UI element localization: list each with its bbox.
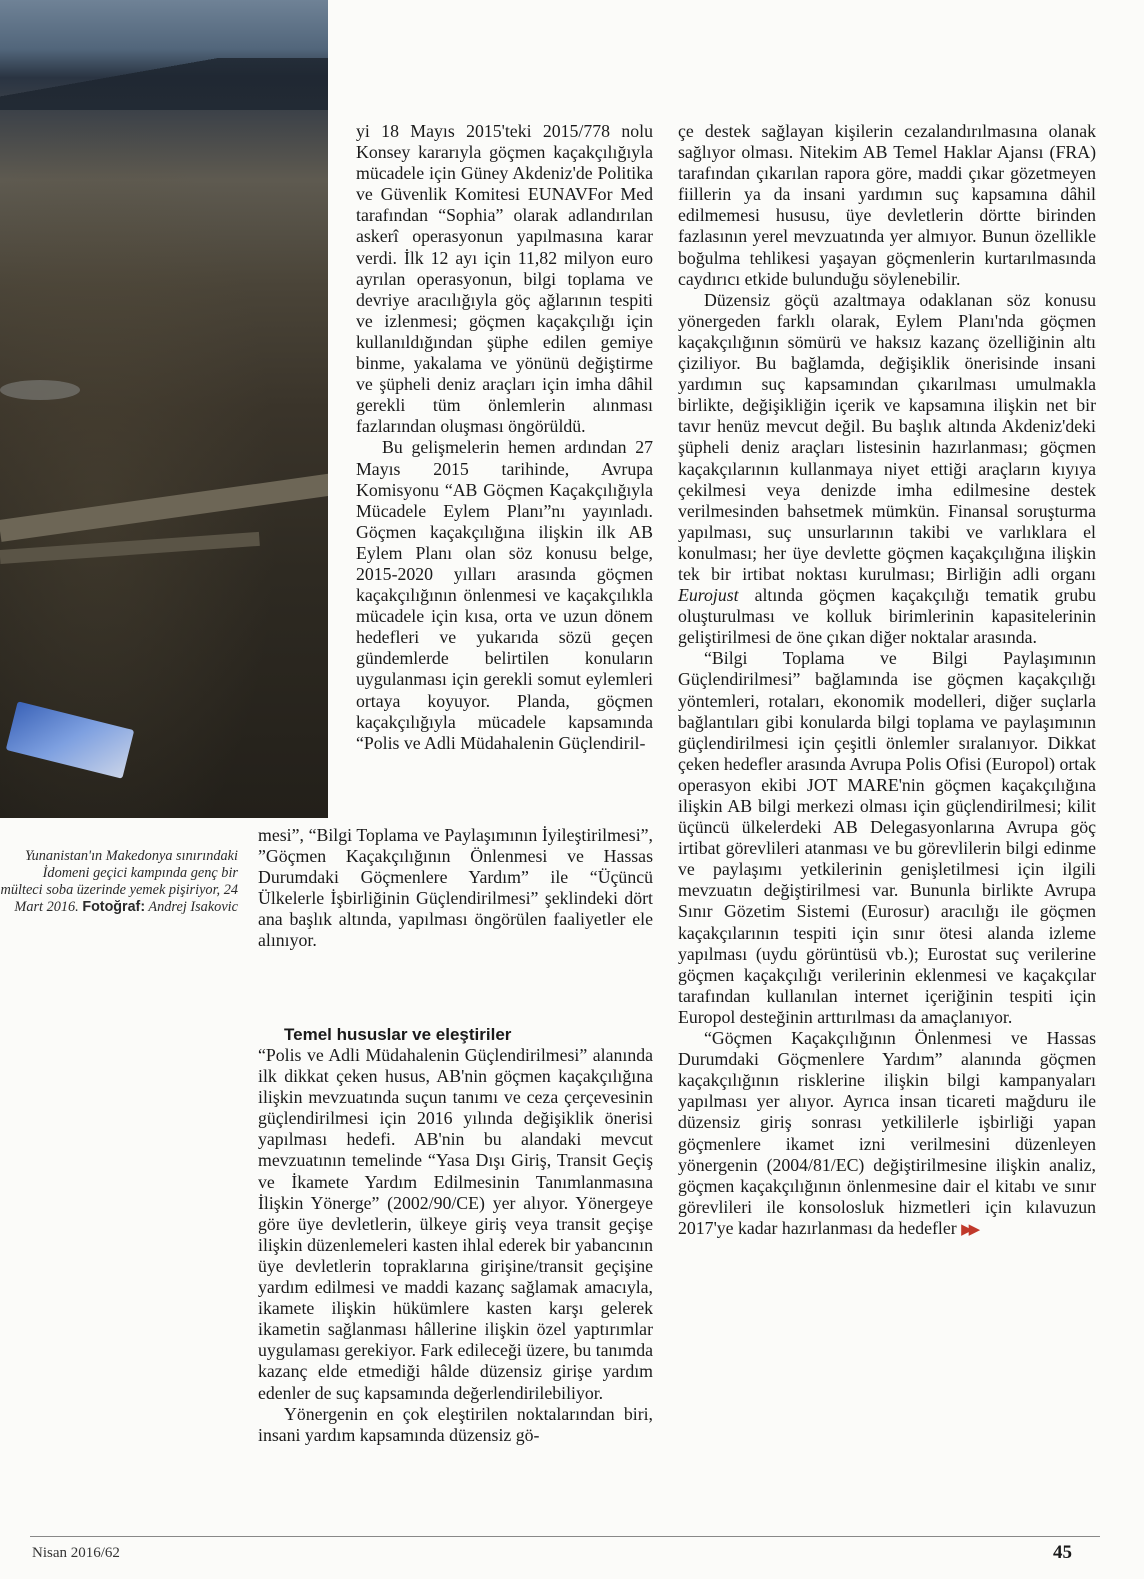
refugee-camp-photo xyxy=(0,0,328,818)
blue-bag xyxy=(6,701,135,779)
paragraph-text: altında göçmen kaçakçılığı tematik grubu oluşturulması ve kolluk birimlerinin kapasitelerinin geliştirilmesi de öne çıkan diğer noktalar arasında. xyxy=(678,585,1096,648)
issue-label: Nisan 2016/62 xyxy=(32,1545,120,1561)
credit-name: Andrej Isakovic xyxy=(148,899,238,915)
paragraph-text: “Göçmen Kaçakçılığının Önlenmesi ve Hassas Durumdaki Göçmenlere Yardım” alanında göçmen kaçakçılığının risklerine ilişkin bilgi kampanyaları yapılması yer alıyor. Ayrıca insan ticareti mağduru ile düzensiz giriş sonrası yetkililerle işbirliği yapan göçmenlere ikamet izni verilmesini düzenleyen yönergenin (2004/81/EC) değiştirilmesine ilişkin analiz, göçmen kaçakçılığının önlenmesine dair el kitabı ve sınır görevlileri ile konsolosluk hizmetleri için kılavuzun 2017'ye kadar hazırlanması da hedefler xyxy=(678,1028,1096,1238)
puddle xyxy=(0,380,80,400)
continue-arrow-icon: ▶▶ xyxy=(961,1219,977,1238)
paragraph: “Polis ve Adli Müdahalenin Güçlendirilmesi” alanında ilk dikkat çeken husus, AB'nin göçmen kaçakçılığına ilişkin mevzuatında suçun tanımı ve ceza çerçevesinin güçlendirilmesi için 2016 yılında değişiklik önerisi yapılması hedefi. AB'nin bu alandaki mevcut mevzuatının temelinde “Yasa Dışı Giriş, Transit Geçiş ve İkamete Yardım Edilmesinin Tanımlanmasına İlişkin Yönerge” (2002/90/CE) yer alıyor. Yönergeye göre üye devletlerin, ülkeye giriş veya transit geçişe ilişkin düzenlemeleri kasten ihlal ederek bir yabancının üye devletlerin topraklarına girişine/transit geçişine yardım edilmesi ve maddi kazanç sağlamak amacıyla, ikamete ilişkin hükümlere kasten karşı gelerek ikametin sağlanması hâllerine ilişkin özel yaptırımlar uygulaması gerekiyor. Fark edileceği üzere, bu tanımda kazanç elde etmediği hâlde düzensiz girişe yardım edenler de suç kapsamında değerlendirilebiliyor. xyxy=(258,1045,653,1403)
paragraph: mesi”, “Bilgi Toplama ve Paylaşımının İyileştirilmesi”, ”Göçmen Kaçakçılığının Önlenmesi ve Hassas Durumdaki Göçmenlere Yardım” ile “Üçüncü Ülkelerle İşbirliğinin Güçlendirilmesi” şeklindeki dört ana başlık altında, yapılması öngörülen faaliyetler ele alınıyor. xyxy=(258,825,653,951)
article-column-middle-wide xyxy=(258,825,653,952)
page-number: 45 xyxy=(1053,1542,1072,1563)
article-column-right xyxy=(678,121,1096,1240)
wooden-plank xyxy=(0,532,260,564)
footer-divider xyxy=(30,1536,1100,1537)
paragraph: yi 18 Mayıs 2015'teki 2015/778 nolu Konsey kararıyla göçmen kaçakçılığıyla mücadele için Güney Akdeniz'de Politika ve Güvenlik Komitesi EUNAVFor Med tarafından “Sophia” olarak adlandırılan askerî operasyonun yapılmasına karar verdi. İlk 12 ayı için 11,82 milyon euro ayrılan operasyonun, bilgi toplama ve devriye aracılığıyla göç ağlarının tespiti ve izlenmesi; göçmen kaçakçılığı için kullanıldığından şüphe edilen gemiye binme, yakalama ve yönünü değiştirme ve şüpheli deniz araçları için imha dâhil gerekli tüm önlemlerin alınması fazlarından oluşması öngörüldü. xyxy=(356,121,653,437)
paragraph xyxy=(678,1028,1096,1240)
wooden-plank xyxy=(0,473,328,542)
paragraph-text: Düzensiz göçü azaltmaya odaklanan söz konusu yönergeden farklı olarak, Eylem Planı'nda göçmen kaçakçılığının sömürü ve haksız kazanç özelliğinin altı çiziliyor. Bu bağlamda, değişiklik önerisinde insani yardımın suç kapsamından çıkarılması umulmakla birlikte, değişikliğin içerik ve kapsamına ilişkin net bir tavır henüz mevcut değil. Bu başlık altında Akdeniz'deki şüpheli deniz araçları listesinin hazırlanması; göçmen kaçakçılarının kullanmaya niyet ettiği araçların kıyıya çekilmesi veya denizde imha edilmesine destek verilmesinden bahsetmek mümkün. Finansal soruşturma yapılması, suç unsurlarının takibi ve varlıklara el konulması; her üye devlette göçmen kaçakçılığına ilişkin tek bir irtibat noktası kurulması; Birliğin adli organı xyxy=(678,289,1096,584)
caption-text: Yunanistan'ın Makedonya sınırındaki İdomeni geçici kampında genç bir mülteci soba üzerinde yemek pişiriyor, 24 Mart 2016. xyxy=(0,848,238,915)
paragraph: Bu gelişmelerin hemen ardından 27 Mayıs 2015 tarihinde, Avrupa Komisyonu “AB Göçmen Kaçakçılığıyla Mücadele Eylem Planı”nı yayınladı. Göçmen kaçakçılığına ilişkin ilk AB Eylem Planı olan söz konusu belge, 2015-2020 yılları arasında göçmen kaçakçılığının önlenmesi ve kaçakçılıkla mücadele için kısa, orta ve uzun dönem hedefleri ve yukarıda sözü geçen gündemlerde belirtilen konuların uygulanması için gerekli somut eylemleri ortaya koyuyor. Planda, göçmen kaçakçılığıyla mücadele kapsamında “Polis ve Adli Müdahalenin Güçlendiril- xyxy=(356,437,653,753)
section-heading: Temel hususlar ve eleştiriler xyxy=(284,1025,512,1044)
photo-caption xyxy=(0,848,238,916)
paragraph xyxy=(678,290,1096,649)
paragraph: Yönergenin en çok eleştirilen noktalarından biri, insani yardım kapsamında düzensiz gö- xyxy=(258,1403,653,1445)
credit-label: Fotoğraf: xyxy=(82,899,146,915)
article-column-middle-top xyxy=(356,121,653,754)
paragraph: çe destek sağlayan kişilerin cezalandırılmasına olanak sağlıyor olması. Nitekim AB Temel Haklar Ajansı (FRA) tarafından çıkarılan rapora göre, maddi çıkar gözetmeyen fiillerin ya da insani yardımın suç kapsamına dâhil edilmemesi hususu, üye devletlerin dörtte birinden fazlasının yerel mevzuatında yer almıyor. Bunun özellikle boğulma tehlikesi yaşayan göçmenlerin kurtarılmasında caydırıcı etkide bulunduğu söylenebilir. xyxy=(678,121,1096,289)
paragraph: “Bilgi Toplama ve Bilgi Paylaşımının Güçlendirilmesi” bağlamında ise göçmen kaçakçılığı yöntemleri, rotaları, ekonomik modelleri, diğer suçlarla bağlantıları gibi konularda bilgi toplama ve paylaşımının güçlendirilmesi için çeşitli önlemler sıralanıyor. Dikkat çeken hedefler arasında Avrupa Polis Ofisi (Europol) ortak operasyon ekibi JOT MARE'nin göçmen kaçakçılığına ilişkin AB bilgi merkezi olması için güçlendirilmesi; kilit üçüncü ülkelerdeki AB Delegasyonlarına Avrupa göç irtibat görevlileri atanması ve bu görevlilerin bilgi edinme ve paylaşımı yetkilerinin genişletilmesi için ilgili mevzuatın değiştirilmesi var. Bununla birlikte Avrupa Sınır Gözetim Sistemi (Eurosur) aracılığı ile göçmen kaçakçılarının tespiti için sınır ötesi alanda izleme yapılması (uydu görüntüsü vb.); Eurostat suç verilerine göçmen kaçakçılığı verilerinin eklenmesi ve kaçakçılar tarafından kullanılan internet içeriğinin tespiti için Europol desteğinin arttırılması da amaçlanıyor. xyxy=(678,648,1096,1027)
article-column-middle-bottom xyxy=(258,1024,653,1446)
mountain-silhouette xyxy=(0,58,328,110)
eurojust-term: Eurojust xyxy=(678,585,739,606)
